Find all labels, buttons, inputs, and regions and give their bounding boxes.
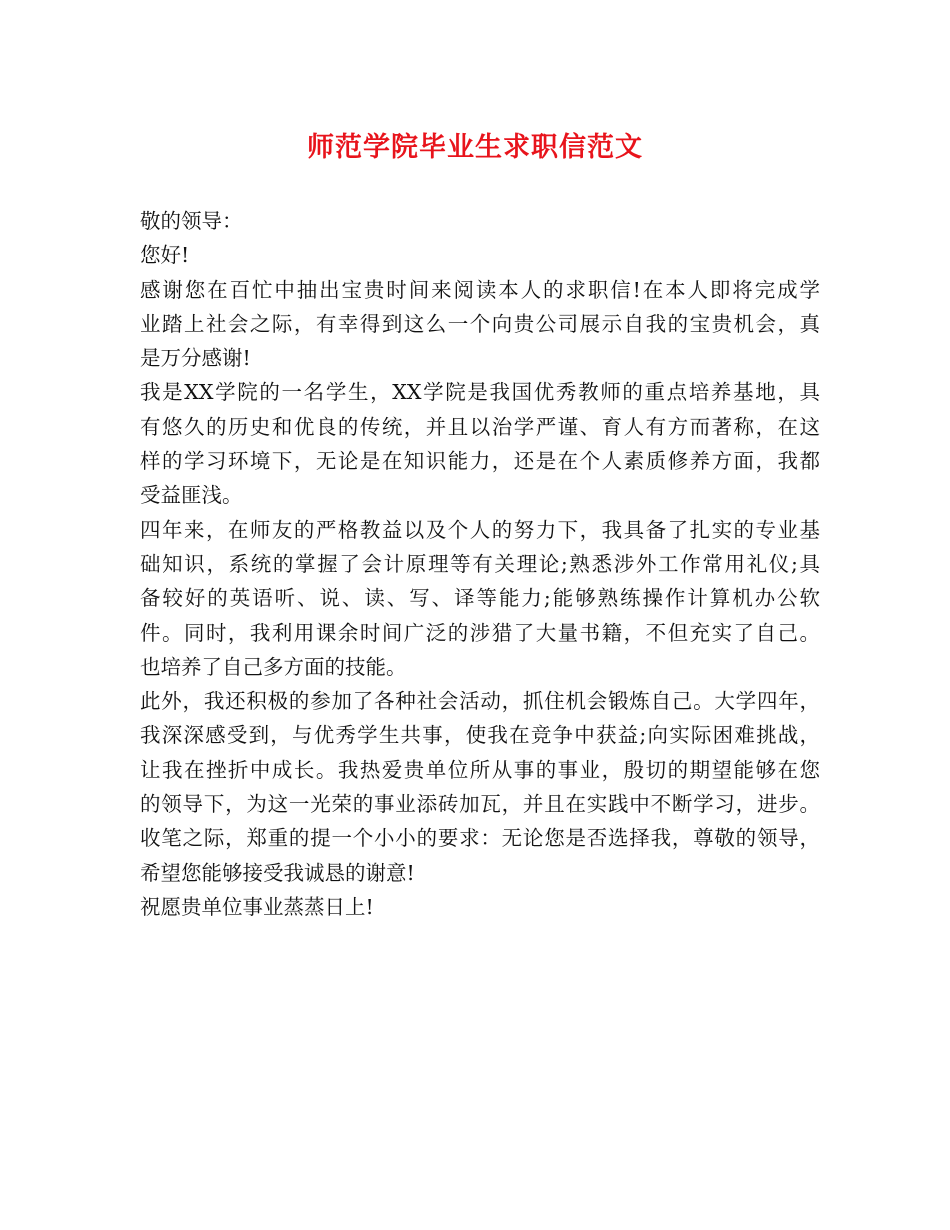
letter-body bbox=[140, 204, 820, 924]
paragraph-line: 希望您能够接受我诚恳的谢意! bbox=[140, 860, 415, 885]
paragraph-line: 感谢您在百忙中抽出宝贵时间来阅读本人的求职信!在本人即将完成学 bbox=[140, 277, 820, 302]
paragraph-line: 我深深感受到，与优秀学生共事，使我在竞争中获益;向实际困难挑战， bbox=[140, 723, 820, 748]
paragraph-line: 我是XX学院的一名学生，XX学院是我国优秀教师的重点培养基地，具 bbox=[140, 380, 820, 405]
paragraph-line: 件。同时，我利用课余时间广泛的涉猎了大量书籍，不但充实了自己。 bbox=[140, 620, 820, 645]
paragraph-line: 业踏上社会之际，有幸得到这么一个向贵公司展示自我的宝贵机会，真 bbox=[140, 311, 820, 336]
paragraph-line: 受益匪浅。 bbox=[140, 483, 243, 508]
greeting-line: 您好! bbox=[140, 243, 190, 268]
paragraph-line: 样的学习环境下，无论是在知识能力，还是在个人素质修养方面，我都 bbox=[140, 449, 820, 474]
paragraph-line: 让我在挫折中成长。我热爱贵单位所从事的事业，殷切的期望能够在您 bbox=[140, 757, 820, 782]
paragraph-line: 础知识，系统的掌握了会计原理等有关理论;熟悉涉外工作常用礼仪;具 bbox=[140, 551, 820, 576]
paragraph-line: 备较好的英语听、说、读、写、译等能力;能够熟练操作计算机办公软 bbox=[140, 586, 820, 611]
paragraph-line: 收笔之际，郑重的提一个小小的要求：无论您是否选择我，尊敬的领导， bbox=[140, 826, 820, 851]
salutation-line: 敬的领导： bbox=[140, 209, 243, 233]
paragraph-line: 有悠久的历史和优良的传统，并且以治学严谨、育人有方而著称，在这 bbox=[140, 414, 820, 439]
paragraph-line: 此外，我还积极的参加了各种社会活动，抓住机会锻炼自己。大学四年， bbox=[140, 689, 820, 714]
document-title: 师范学院毕业生求职信范文 bbox=[307, 132, 643, 163]
paragraph-line: 的领导下，为这一光荣的事业添砖加瓦，并且在实践中不断学习，进步。 bbox=[140, 792, 820, 817]
closing-line: 祝愿贵单位事业蒸蒸日上! bbox=[140, 894, 374, 919]
paragraph-line: 也培养了自己多方面的技能。 bbox=[140, 654, 407, 679]
paragraph-line: 四年来，在师友的严格教益以及个人的努力下，我具备了扎实的专业基 bbox=[140, 517, 820, 542]
paragraph-line: 是万分感谢! bbox=[140, 346, 251, 371]
